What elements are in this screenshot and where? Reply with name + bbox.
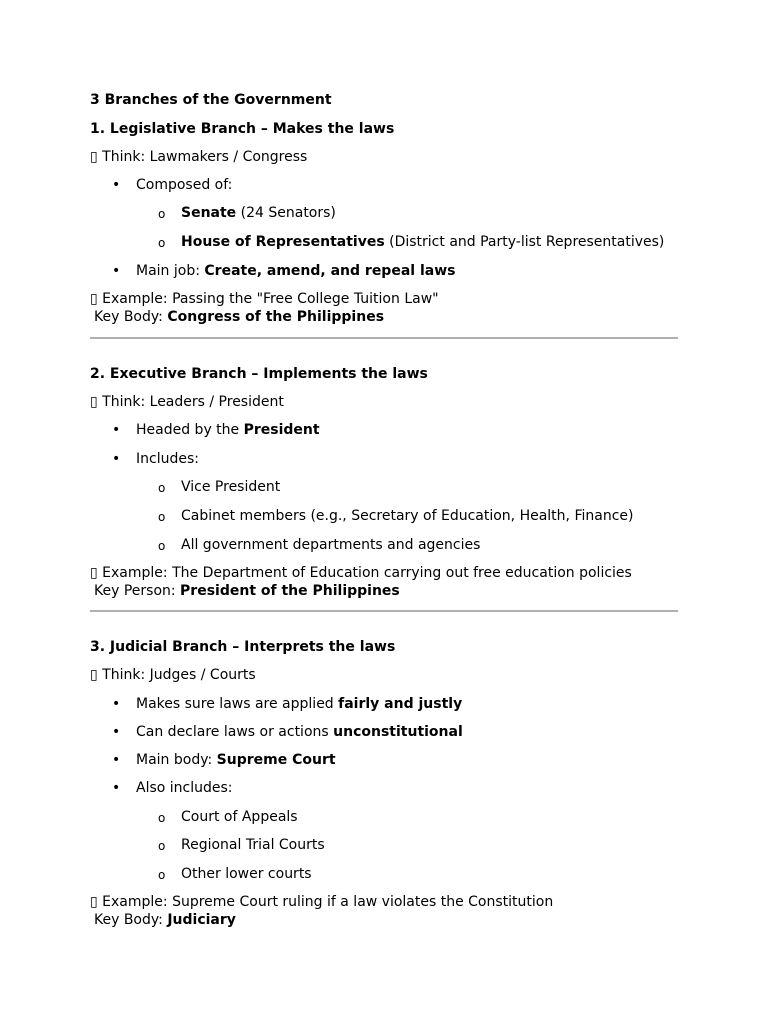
unconstitutional-item xyxy=(136,723,463,741)
judicial-heading: 3. Judicial Branch – Interprets the laws xyxy=(90,639,396,655)
think-text: Think: Judges / Courts xyxy=(102,667,256,683)
legislative-key-body xyxy=(94,308,384,326)
list-item: All government departments and agencies xyxy=(181,537,481,553)
legislative-heading: 1. Legislative Branch – Makes the laws xyxy=(90,121,395,137)
sub-bullet-icon: o xyxy=(158,539,166,553)
sub-bullet-icon: o xyxy=(158,868,166,882)
fairly-item xyxy=(136,695,462,713)
key-value: President of the Philippines xyxy=(180,583,400,599)
bullet-icon: • xyxy=(112,177,121,193)
includes-label: Includes: xyxy=(136,451,199,467)
senate-detail: (24 Senators) xyxy=(236,205,336,221)
key-label: Key Body: xyxy=(94,912,168,928)
sub-bullet-icon: o xyxy=(158,510,166,524)
legislative-example xyxy=(90,290,439,308)
sub-bullet-icon: o xyxy=(158,839,166,853)
house-label: House of Representatives xyxy=(181,234,385,250)
emoji-placeholder-icon: ▯ xyxy=(90,394,98,410)
document-title: 3 Branches of the Government xyxy=(90,92,332,108)
bullet-icon: • xyxy=(112,451,121,467)
senate-item xyxy=(181,204,336,222)
section-divider xyxy=(90,610,678,612)
judicial-key-body xyxy=(94,911,236,929)
judicial-think xyxy=(90,666,256,684)
sub-bullet-icon: o xyxy=(158,481,166,495)
main-body-item xyxy=(136,751,336,769)
think-text: Think: Leaders / President xyxy=(102,394,284,410)
headed-label: Headed by the xyxy=(136,422,244,438)
sub-bullet-icon: o xyxy=(158,236,166,250)
emoji-placeholder-icon: ▯ xyxy=(90,565,98,581)
sub-bullet-icon: o xyxy=(158,811,166,825)
bullet-icon: • xyxy=(112,696,121,712)
key-value: Congress of the Philippines xyxy=(167,309,385,325)
bullet-icon: • xyxy=(112,422,121,438)
list-item: Other lower courts xyxy=(181,866,312,882)
emoji-placeholder-icon: ▯ xyxy=(90,667,98,683)
bullet-icon: • xyxy=(112,752,121,768)
executive-key-person xyxy=(94,582,400,600)
emoji-placeholder-icon: ▯ xyxy=(90,149,98,165)
main-body-label: Main body: xyxy=(136,752,217,768)
example-text: Example: Passing the "Free College Tuition Law" xyxy=(102,291,439,307)
list-item: Court of Appeals xyxy=(181,809,298,825)
judicial-example xyxy=(90,893,553,911)
unconstitutional-value: unconstitutional xyxy=(333,724,463,740)
fairly-value: fairly and justly xyxy=(338,696,463,712)
emoji-placeholder-icon: ▯ xyxy=(90,291,98,307)
composed-of-label: Composed of: xyxy=(136,177,233,193)
main-job-item xyxy=(136,262,455,280)
list-item: Vice President xyxy=(181,479,281,495)
section-divider xyxy=(90,337,678,339)
emoji-placeholder-icon: ▯ xyxy=(90,894,98,910)
executive-think xyxy=(90,393,284,411)
executive-heading: 2. Executive Branch – Implements the laws xyxy=(90,366,428,382)
unconstitutional-label: Can declare laws or actions xyxy=(136,724,334,740)
legislative-think xyxy=(90,148,307,166)
main-job-label: Main job: xyxy=(136,263,205,279)
bullet-icon: • xyxy=(112,780,121,796)
example-text: Example: Supreme Court ruling if a law violates the Constitution xyxy=(102,894,554,910)
key-label: Key Body: xyxy=(94,309,168,325)
house-detail: (District and Party-list Representatives) xyxy=(384,234,665,250)
house-item xyxy=(181,233,664,251)
key-value: Judiciary xyxy=(167,912,236,928)
bullet-icon: • xyxy=(112,724,121,740)
executive-example xyxy=(90,564,632,582)
key-label: Key Person: xyxy=(94,583,181,599)
also-includes-label: Also includes: xyxy=(136,780,233,796)
sub-bullet-icon: o xyxy=(158,207,166,221)
example-text: Example: The Department of Education carrying out free education policies xyxy=(102,565,632,581)
headed-value: President xyxy=(243,422,320,438)
main-body-value: Supreme Court xyxy=(216,752,336,768)
list-item: Cabinet members (e.g., Secretary of Education, Health, Finance) xyxy=(181,508,634,524)
main-job-value: Create, amend, and repeal laws xyxy=(204,263,456,279)
list-item: Regional Trial Courts xyxy=(181,837,325,853)
think-text: Think: Lawmakers / Congress xyxy=(102,149,308,165)
headed-by-item xyxy=(136,421,320,439)
bullet-icon: • xyxy=(112,263,121,279)
senate-label: Senate xyxy=(181,205,237,221)
fairly-label: Makes sure laws are applied xyxy=(136,696,339,712)
